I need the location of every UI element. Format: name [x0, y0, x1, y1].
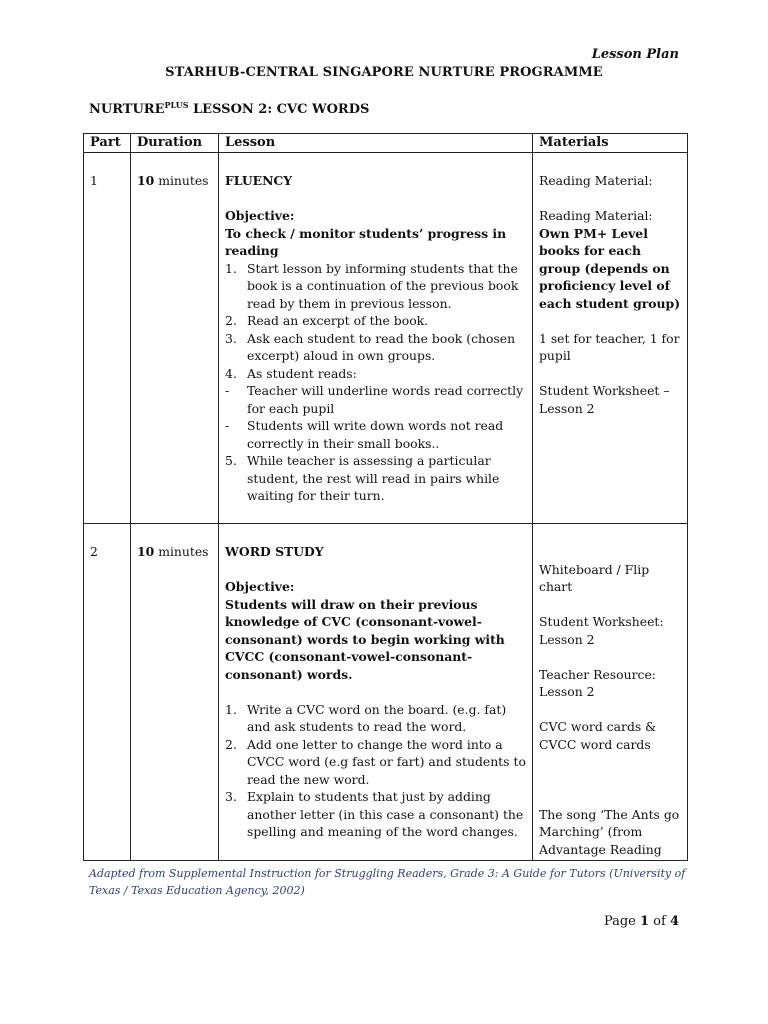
lesson-plan-table — [83, 133, 688, 861]
material-item: CVC word cards & CVCC word cards — [539, 719, 657, 752]
lesson-title-rest: LESSON 2: CVC WORDS — [188, 102, 370, 117]
duration-cell — [131, 524, 219, 861]
materials-cell — [533, 524, 688, 861]
list-item: 2. Add one letter to change the word into a CVCC word (e.g fast or fart) and students to read the new word. — [225, 736, 526, 787]
list-item: 1. Start lesson by informing students that the book is a continuation of the previous book read by them in previous lesson. — [225, 260, 519, 311]
lesson-title — [89, 100, 369, 117]
material-item: 1 set for teacher, 1 for pupil — [539, 330, 680, 363]
objective-label: Objective: — [225, 208, 295, 223]
lesson-title-prefix: NURTURE — [89, 102, 165, 117]
duration-cell — [131, 153, 219, 524]
objective-text: Students will draw on their previous knowledge of CVC (consonant-vowel-consonant) words to begin working with CVCC (consonant-vowel-consonant-consonant) words. — [225, 596, 505, 682]
material-item: Student Worksheet: Lesson 2 — [539, 614, 664, 647]
lesson-cell — [219, 524, 533, 861]
source-footnote: Adapted from Supplemental Instruction for Struggling Readers, Grade 3: A Guide for Tutors (University of Texas / Texas Education Agency, 2002) — [89, 867, 686, 897]
page-number — [604, 914, 679, 929]
materials-cell — [533, 153, 688, 524]
material-item: The song ‘The Ants go Marching’ (from Advantage Reading — [539, 806, 680, 857]
column-header-lesson: Lesson — [219, 134, 533, 153]
objective-text: To check / monitor students’ progress in reading — [225, 225, 507, 258]
part-cell: 2 — [84, 524, 131, 861]
list-item: 5. While teacher is assessing a particular student, the rest will read in pairs while waiting for their turn. — [225, 453, 500, 503]
material-item-label: Reading Material: — [539, 208, 653, 223]
lesson-steps — [225, 260, 526, 383]
sub-point: - Teacher will underline words read correctly for each pupil — [225, 383, 524, 416]
table-row — [84, 153, 688, 524]
lesson-cell — [219, 153, 533, 524]
page-total: 4 — [669, 914, 679, 929]
lesson-title-superscript: PLUS — [164, 100, 189, 110]
material-item: Student Worksheet – Lesson 2 — [539, 383, 670, 416]
duration-number: 10 — [137, 173, 155, 188]
sub-point: - Students will write down words not read correctly in their small books.. — [225, 418, 504, 451]
lesson-heading: WORD STUDY — [225, 544, 324, 559]
list-item: 3. Explain to students that just by adding another letter (in this case a consonant) the spelling and meaning of the word changes. — [225, 789, 524, 839]
column-header-part: Part — [84, 134, 131, 153]
page-word: Page — [603, 914, 640, 929]
objective-label: Objective: — [225, 579, 295, 594]
duration-unit: minutes — [154, 544, 209, 559]
duration-number: 10 — [137, 544, 155, 559]
lesson-heading: FLUENCY — [225, 173, 293, 188]
duration-unit: minutes — [154, 173, 209, 188]
document-type-label: Lesson Plan — [591, 47, 679, 62]
material-item: Own PM+ Level books for each group (depends on proficiency level of each student group) — [539, 225, 681, 311]
list-item: 3. Ask each student to read the book (chosen excerpt) aloud in own groups. — [225, 330, 516, 363]
list-item: 2. Read an excerpt of the book. — [225, 313, 429, 328]
part-cell: 1 — [84, 153, 131, 524]
column-header-materials: Materials — [533, 134, 688, 153]
page-of: of — [649, 914, 670, 929]
lesson-steps — [225, 701, 526, 841]
material-item: Whiteboard / Flip chart — [539, 561, 650, 594]
list-item: 1. Write a CVC word on the board. (e.g. fat) and ask students to read the word. — [225, 701, 507, 734]
programme-title: STARHUB-CENTRAL SINGAPORE NURTURE PROGRAMME — [165, 65, 603, 80]
column-header-duration: Duration — [131, 134, 219, 153]
lesson-steps-continued — [225, 452, 526, 505]
material-item: Reading Material: — [539, 173, 653, 188]
table-row — [84, 524, 688, 861]
material-item: Teacher Resource: Lesson 2 — [539, 666, 656, 699]
table-header-row — [84, 134, 688, 153]
list-item: 4. As student reads: — [225, 365, 357, 381]
page-current: 1 — [640, 914, 650, 929]
